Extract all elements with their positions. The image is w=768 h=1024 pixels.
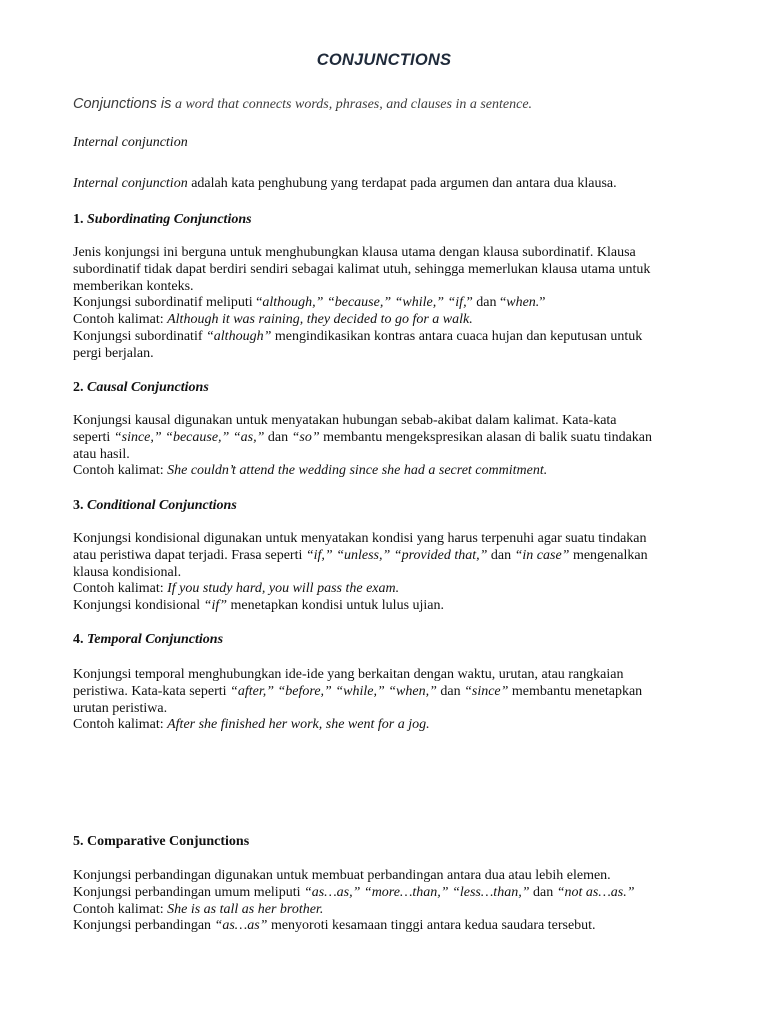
example-line <box>73 581 723 598</box>
conjunction-examples: although,” “because,” “while,” “if, <box>262 295 467 311</box>
text-line: subordinatif tidak dapat berdiri sendiri sebagai kalimat utuh, sehingga memerlukan klausa utama untuk <box>73 261 651 277</box>
example-line <box>73 717 723 734</box>
section-number: 1. <box>73 212 84 227</box>
section-number: 4. <box>73 632 84 647</box>
text-run: mengindikasikan kontras antara cuaca hujan dan keputusan untuk <box>274 328 643 344</box>
example-sentence: After she finished her work, she went for a jog. <box>167 717 430 733</box>
section-heading-temporal <box>73 632 223 648</box>
text-line: urutan peristiwa. <box>73 700 168 716</box>
text-run: ” dan “ <box>466 295 507 311</box>
intro-definition <box>73 96 532 113</box>
text-line: Konjungsi kausal digunakan untuk menyatakan hubungan sebab-akibat dalam kalimat. Kata-kata <box>73 413 617 428</box>
page-title: CONJUNCTIONS <box>316 51 452 69</box>
intro-term: Conjunctions is <box>73 96 172 112</box>
conjunction-example: “since” <box>464 683 509 699</box>
text-run: peristiwa. Kata-kata seperti <box>73 683 227 699</box>
example-line <box>73 312 723 329</box>
conjunction-examples: “as…as,” “more…than,” “less…than,” <box>303 884 530 900</box>
text-line: atau hasil. <box>73 446 130 462</box>
example-label: Contoh kalimat: <box>73 581 164 597</box>
internal-conjunction-heading: Internal conjunction <box>73 135 188 150</box>
section-body-causal <box>73 413 723 480</box>
conjunction-example: “in case” <box>514 547 570 563</box>
conjunction-example: “so” <box>291 429 320 445</box>
example-label: Contoh kalimat: <box>73 463 164 479</box>
section-title: Causal Conjunctions <box>87 380 209 395</box>
example-label: Contoh kalimat: <box>73 901 164 917</box>
section-title: Comparative Conjunctions <box>87 834 250 849</box>
section-number: 2. <box>73 380 84 395</box>
section-heading-causal <box>73 380 209 396</box>
internal-term: Internal conjunction <box>73 176 188 191</box>
conjunction-example: when. <box>506 295 540 311</box>
conjunction-example: “not as…as.” <box>556 884 635 900</box>
text-line <box>73 918 723 935</box>
example-sentence: If you study hard, you will pass the exam. <box>167 581 400 597</box>
text-line: memberikan konteks. <box>73 278 194 294</box>
text-run: Konjungsi subordinatif meliputi “ <box>73 295 263 311</box>
text-run: Konjungsi kondisional <box>73 598 201 614</box>
text-line <box>73 684 723 701</box>
text-run: Konjungsi subordinatif <box>73 328 203 344</box>
text-run: atau peristiwa dapat terjadi. Frasa seperti <box>73 547 303 563</box>
text-line: pergi berjalan. <box>73 345 154 361</box>
section-body-comparative <box>73 868 723 935</box>
text-run: menetapkan kondisi untuk lulus ujian. <box>230 598 445 614</box>
example-label: Contoh kalimat: <box>73 312 164 328</box>
section-heading-subordinating <box>73 212 252 228</box>
text-line: Konjungsi perbandingan digunakan untuk membuat perbandingan antara dua atau lebih elemen. <box>73 868 611 883</box>
text-run: seperti <box>73 429 111 445</box>
section-title: Conditional Conjunctions <box>87 498 237 513</box>
text-line: klausa kondisional. <box>73 564 182 580</box>
conjunction-examples: “after,” “before,” “while,” “when,” <box>230 683 437 699</box>
text-line: Konjungsi kondisional digunakan untuk menyatakan kondisi yang harus terpenuhi agar suatu tindakan <box>73 531 647 546</box>
conjunction-example: “as…as” <box>214 918 268 934</box>
section-heading-comparative <box>73 834 249 850</box>
text-line <box>73 598 723 615</box>
internal-conjunction-paragraph <box>73 176 723 193</box>
text-line <box>73 885 723 902</box>
text-run: ” <box>539 295 546 311</box>
example-sentence: She couldn’t attend the wedding since she had a secret commitment. <box>167 463 548 479</box>
section-title: Subordinating Conjunctions <box>87 212 252 227</box>
text-run: menyoroti kesamaan tinggi antara kedua saudara tersebut. <box>270 918 596 934</box>
section-title: Temporal Conjunctions <box>87 632 224 647</box>
internal-text: adalah kata penghubung yang terdapat pada argumen dan antara dua klausa. <box>191 176 617 191</box>
text-run: membantu mengekspresikan alasan di balik suatu tindakan <box>323 429 653 445</box>
text-run: membantu menetapkan <box>511 683 643 699</box>
section-body-temporal <box>73 667 723 734</box>
text-run: dan <box>532 884 554 900</box>
text-line <box>73 430 723 447</box>
text-run: Konjungsi perbandingan umum meliputi <box>73 884 301 900</box>
section-body-conditional <box>73 531 723 615</box>
text-line <box>73 329 723 346</box>
example-sentence: She is as tall as her brother. <box>167 901 324 917</box>
example-line <box>73 463 723 480</box>
text-run: Konjungsi perbandingan <box>73 918 212 934</box>
intro-definition-text: a word that connects words, phrases, and clauses in a sentence. <box>174 97 533 112</box>
text-run: dan <box>490 547 512 563</box>
text-line <box>73 295 723 312</box>
text-run: dan <box>267 429 289 445</box>
conjunction-examples: “if,” “unless,” “provided that,” <box>305 547 488 563</box>
example-sentence: Although it was raining, they decided to go for a walk. <box>167 312 473 328</box>
conjunction-example: “if” <box>203 598 228 614</box>
example-label: Contoh kalimat: <box>73 717 164 733</box>
text-run: dan <box>440 683 461 699</box>
conjunction-examples: “since,” “because,” “as,” <box>113 429 265 445</box>
text-line: Jenis konjungsi ini berguna untuk menghubungkan klausa utama dengan klausa subordinatif. Klausa <box>73 245 636 260</box>
section-number: 3. <box>73 498 84 513</box>
text-line <box>73 548 723 565</box>
text-line: Konjungsi temporal menghubungkan ide-ide yang berkaitan dengan waktu, urutan, atau rangkaian <box>73 667 624 682</box>
example-line <box>73 902 723 919</box>
text-run: mengenalkan <box>572 547 648 563</box>
section-number: 5. <box>73 834 84 849</box>
section-body-subordinating <box>73 245 723 363</box>
section-heading-conditional <box>73 498 237 514</box>
conjunction-example: “although” <box>206 328 272 344</box>
